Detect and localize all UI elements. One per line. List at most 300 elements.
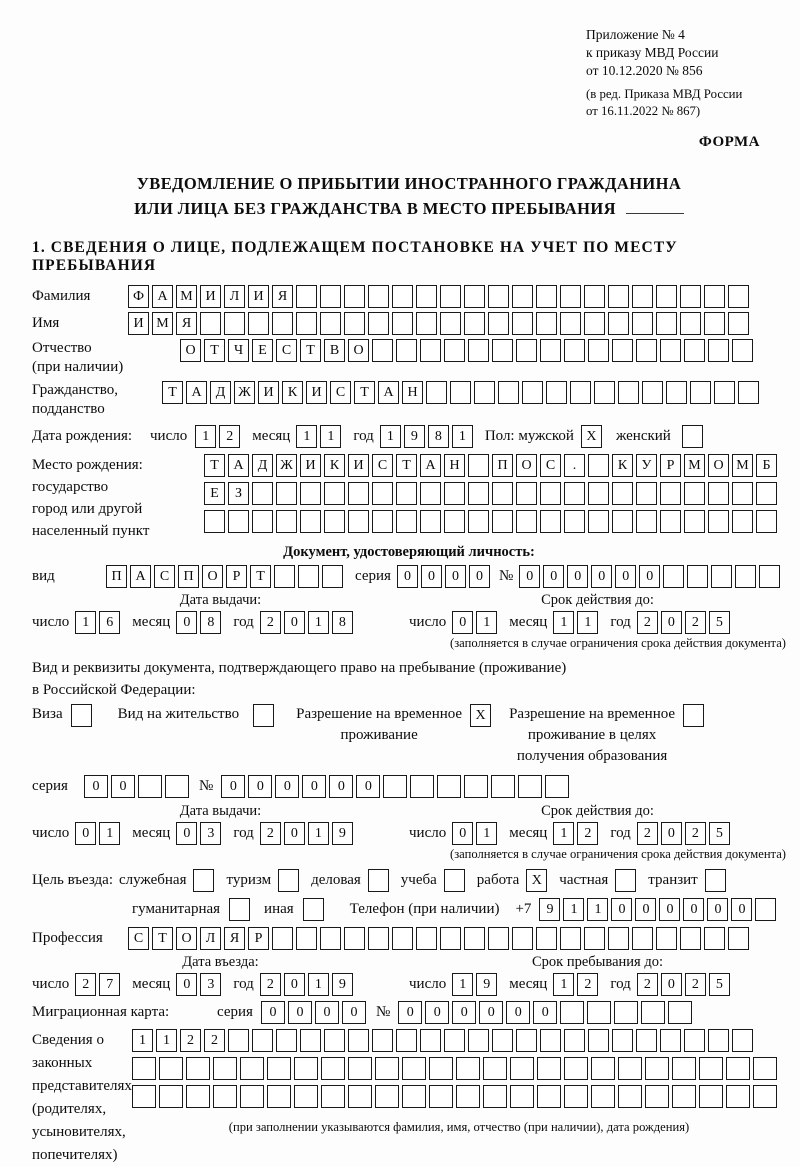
char-cell[interactable] <box>560 312 581 335</box>
char-cell[interactable]: 0 <box>84 775 108 798</box>
char-cell[interactable]: 1 <box>320 425 341 448</box>
char-cell[interactable] <box>540 1029 561 1052</box>
char-cell[interactable] <box>498 381 519 404</box>
char-cell[interactable] <box>276 1029 297 1052</box>
char-cell[interactable] <box>132 1085 156 1108</box>
char-cell[interactable]: П <box>492 454 513 477</box>
char-cell[interactable] <box>396 510 417 533</box>
char-cell[interactable]: 2 <box>219 425 240 448</box>
char-cell[interactable] <box>584 285 605 308</box>
char-cell[interactable] <box>753 1085 777 1108</box>
char-cell[interactable]: 0 <box>533 1001 557 1024</box>
char-cell[interactable] <box>656 312 677 335</box>
char-cell[interactable] <box>464 312 485 335</box>
char-cell[interactable]: 1 <box>587 898 608 921</box>
char-cell[interactable] <box>296 285 317 308</box>
char-cell[interactable]: М <box>732 454 753 477</box>
char-cell[interactable] <box>728 312 749 335</box>
char-cell[interactable] <box>440 927 461 950</box>
char-cell[interactable] <box>608 927 629 950</box>
char-cell[interactable] <box>368 869 389 892</box>
char-cell[interactable] <box>294 1057 318 1080</box>
char-cell[interactable]: 0 <box>519 565 540 588</box>
char-cell[interactable]: 1 <box>380 425 401 448</box>
char-cell[interactable] <box>252 510 273 533</box>
char-cell[interactable] <box>636 482 657 505</box>
char-cell[interactable] <box>420 510 441 533</box>
char-cell[interactable]: X <box>581 425 602 448</box>
char-cell[interactable] <box>348 482 369 505</box>
char-cell[interactable]: А <box>186 381 207 404</box>
char-cell[interactable]: 1 <box>553 973 574 996</box>
char-cell[interactable]: Т <box>300 339 321 362</box>
char-cell[interactable]: 0 <box>248 775 272 798</box>
char-cell[interactable] <box>420 1029 441 1052</box>
char-cell[interactable] <box>368 927 389 950</box>
char-cell[interactable] <box>632 312 653 335</box>
char-cell[interactable] <box>540 482 561 505</box>
char-cell[interactable] <box>450 381 471 404</box>
char-cell[interactable] <box>402 1085 426 1108</box>
char-cell[interactable] <box>512 927 533 950</box>
char-cell[interactable]: 3 <box>200 973 221 996</box>
char-cell[interactable] <box>680 285 701 308</box>
char-cell[interactable] <box>272 312 293 335</box>
char-cell[interactable]: Т <box>396 454 417 477</box>
char-cell[interactable]: 0 <box>506 1001 530 1024</box>
char-cell[interactable]: И <box>300 454 321 477</box>
char-cell[interactable] <box>228 1029 249 1052</box>
char-cell[interactable] <box>483 1057 507 1080</box>
char-cell[interactable]: Б <box>756 454 777 477</box>
char-cell[interactable] <box>464 775 488 798</box>
char-cell[interactable] <box>392 927 413 950</box>
char-cell[interactable]: 2 <box>637 822 658 845</box>
char-cell[interactable]: О <box>202 565 223 588</box>
char-cell[interactable]: 0 <box>707 898 728 921</box>
char-cell[interactable] <box>375 1085 399 1108</box>
char-cell[interactable] <box>303 898 324 921</box>
char-cell[interactable] <box>608 312 629 335</box>
char-cell[interactable]: 1 <box>308 822 329 845</box>
char-cell[interactable]: 0 <box>683 898 704 921</box>
char-cell[interactable] <box>672 1057 696 1080</box>
char-cell[interactable]: О <box>516 454 537 477</box>
char-cell[interactable] <box>213 1085 237 1108</box>
char-cell[interactable] <box>608 285 629 308</box>
char-cell[interactable] <box>518 775 542 798</box>
char-cell[interactable] <box>546 381 567 404</box>
char-cell[interactable] <box>159 1057 183 1080</box>
char-cell[interactable] <box>516 482 537 505</box>
char-cell[interactable] <box>759 565 780 588</box>
char-cell[interactable] <box>372 482 393 505</box>
char-cell[interactable]: Д <box>210 381 231 404</box>
char-cell[interactable]: 5 <box>709 822 730 845</box>
char-cell[interactable] <box>516 339 537 362</box>
char-cell[interactable] <box>468 1029 489 1052</box>
char-cell[interactable] <box>656 927 677 950</box>
char-cell[interactable] <box>612 482 633 505</box>
char-cell[interactable]: 2 <box>577 822 598 845</box>
char-cell[interactable] <box>684 1029 705 1052</box>
char-cell[interactable] <box>71 704 92 727</box>
char-cell[interactable]: 0 <box>469 565 490 588</box>
char-cell[interactable]: Л <box>200 927 221 950</box>
char-cell[interactable]: 0 <box>75 822 96 845</box>
char-cell[interactable] <box>464 927 485 950</box>
char-cell[interactable] <box>540 339 561 362</box>
char-cell[interactable]: Т <box>204 454 225 477</box>
char-cell[interactable] <box>444 482 465 505</box>
char-cell[interactable] <box>468 482 489 505</box>
char-cell[interactable]: 0 <box>479 1001 503 1024</box>
char-cell[interactable] <box>564 1057 588 1080</box>
char-cell[interactable] <box>687 565 708 588</box>
char-cell[interactable]: 0 <box>275 775 299 798</box>
char-cell[interactable] <box>321 1085 345 1108</box>
char-cell[interactable]: 0 <box>452 1001 476 1024</box>
char-cell[interactable]: 1 <box>577 611 598 634</box>
char-cell[interactable] <box>132 1057 156 1080</box>
char-cell[interactable] <box>680 312 701 335</box>
char-cell[interactable] <box>614 1001 638 1024</box>
char-cell[interactable] <box>645 1057 669 1080</box>
char-cell[interactable] <box>320 285 341 308</box>
char-cell[interactable] <box>368 285 389 308</box>
char-cell[interactable]: 1 <box>476 611 497 634</box>
char-cell[interactable] <box>591 1085 615 1108</box>
char-cell[interactable] <box>437 775 461 798</box>
char-cell[interactable]: 9 <box>404 425 425 448</box>
char-cell[interactable]: 0 <box>452 611 473 634</box>
char-cell[interactable]: Л <box>224 285 245 308</box>
char-cell[interactable]: 1 <box>452 425 473 448</box>
char-cell[interactable]: О <box>176 927 197 950</box>
char-cell[interactable] <box>632 285 653 308</box>
char-cell[interactable]: И <box>306 381 327 404</box>
char-cell[interactable]: 9 <box>332 822 353 845</box>
char-cell[interactable] <box>690 381 711 404</box>
char-cell[interactable] <box>193 869 214 892</box>
char-cell[interactable] <box>165 775 189 798</box>
char-cell[interactable] <box>660 510 681 533</box>
char-cell[interactable]: 8 <box>428 425 449 448</box>
char-cell[interactable] <box>213 1057 237 1080</box>
char-cell[interactable]: О <box>180 339 201 362</box>
char-cell[interactable] <box>510 1085 534 1108</box>
char-cell[interactable] <box>416 927 437 950</box>
char-cell[interactable]: 9 <box>332 973 353 996</box>
char-cell[interactable] <box>587 1001 611 1024</box>
char-cell[interactable] <box>300 1029 321 1052</box>
char-cell[interactable] <box>224 312 245 335</box>
char-cell[interactable]: 1 <box>553 822 574 845</box>
char-cell[interactable] <box>560 927 581 950</box>
char-cell[interactable] <box>372 1029 393 1052</box>
char-cell[interactable] <box>618 1057 642 1080</box>
char-cell[interactable] <box>564 339 585 362</box>
char-cell[interactable] <box>564 1085 588 1108</box>
char-cell[interactable] <box>753 1057 777 1080</box>
char-cell[interactable]: 0 <box>302 775 326 798</box>
char-cell[interactable] <box>656 285 677 308</box>
char-cell[interactable] <box>348 1057 372 1080</box>
char-cell[interactable]: 1 <box>452 973 473 996</box>
char-cell[interactable]: 5 <box>709 611 730 634</box>
char-cell[interactable] <box>492 1029 513 1052</box>
char-cell[interactable]: 0 <box>397 565 418 588</box>
char-cell[interactable] <box>564 1029 585 1052</box>
char-cell[interactable]: 0 <box>635 898 656 921</box>
char-cell[interactable] <box>344 285 365 308</box>
char-cell[interactable] <box>322 565 343 588</box>
char-cell[interactable] <box>632 927 653 950</box>
char-cell[interactable] <box>510 1057 534 1080</box>
char-cell[interactable]: О <box>708 454 729 477</box>
char-cell[interactable]: 2 <box>637 611 658 634</box>
char-cell[interactable]: К <box>324 454 345 477</box>
char-cell[interactable]: С <box>330 381 351 404</box>
char-cell[interactable]: К <box>612 454 633 477</box>
char-cell[interactable]: М <box>684 454 705 477</box>
char-cell[interactable] <box>711 565 732 588</box>
char-cell[interactable] <box>645 1085 669 1108</box>
char-cell[interactable]: 2 <box>204 1029 225 1052</box>
char-cell[interactable]: 2 <box>685 973 706 996</box>
char-cell[interactable] <box>410 775 434 798</box>
char-cell[interactable] <box>682 425 703 448</box>
char-cell[interactable] <box>348 1085 372 1108</box>
char-cell[interactable]: 8 <box>332 611 353 634</box>
char-cell[interactable] <box>704 312 725 335</box>
char-cell[interactable]: М <box>176 285 197 308</box>
char-cell[interactable] <box>564 482 585 505</box>
char-cell[interactable]: 0 <box>445 565 466 588</box>
char-cell[interactable]: С <box>128 927 149 950</box>
char-cell[interactable] <box>300 482 321 505</box>
char-cell[interactable] <box>186 1057 210 1080</box>
char-cell[interactable]: 6 <box>99 611 120 634</box>
char-cell[interactable] <box>594 381 615 404</box>
char-cell[interactable]: С <box>276 339 297 362</box>
char-cell[interactable] <box>684 339 705 362</box>
char-cell[interactable] <box>320 312 341 335</box>
char-cell[interactable] <box>684 482 705 505</box>
char-cell[interactable]: П <box>106 565 127 588</box>
char-cell[interactable] <box>560 285 581 308</box>
char-cell[interactable] <box>474 381 495 404</box>
char-cell[interactable]: 0 <box>284 611 305 634</box>
char-cell[interactable] <box>444 869 465 892</box>
char-cell[interactable]: Т <box>250 565 271 588</box>
char-cell[interactable]: 1 <box>195 425 216 448</box>
char-cell[interactable] <box>321 1057 345 1080</box>
char-cell[interactable]: 1 <box>296 425 317 448</box>
char-cell[interactable] <box>636 510 657 533</box>
char-cell[interactable] <box>468 510 489 533</box>
char-cell[interactable] <box>444 510 465 533</box>
char-cell[interactable]: 2 <box>260 822 281 845</box>
char-cell[interactable] <box>375 1057 399 1080</box>
char-cell[interactable] <box>444 1029 465 1052</box>
char-cell[interactable] <box>699 1057 723 1080</box>
char-cell[interactable]: И <box>248 285 269 308</box>
char-cell[interactable] <box>570 381 591 404</box>
char-cell[interactable]: 1 <box>156 1029 177 1052</box>
char-cell[interactable]: Ж <box>276 454 297 477</box>
char-cell[interactable]: К <box>282 381 303 404</box>
char-cell[interactable] <box>372 339 393 362</box>
char-cell[interactable] <box>684 510 705 533</box>
char-cell[interactable] <box>536 285 557 308</box>
char-cell[interactable] <box>591 1057 615 1080</box>
char-cell[interactable]: 0 <box>731 898 752 921</box>
char-cell[interactable] <box>464 285 485 308</box>
char-cell[interactable]: 0 <box>543 565 564 588</box>
char-cell[interactable] <box>588 454 609 477</box>
char-cell[interactable]: А <box>228 454 249 477</box>
char-cell[interactable]: X <box>526 869 547 892</box>
char-cell[interactable] <box>228 510 249 533</box>
char-cell[interactable]: 0 <box>639 565 660 588</box>
char-cell[interactable]: 1 <box>132 1029 153 1052</box>
char-cell[interactable] <box>138 775 162 798</box>
char-cell[interactable] <box>683 704 704 727</box>
char-cell[interactable]: 2 <box>637 973 658 996</box>
char-cell[interactable]: 9 <box>539 898 560 921</box>
char-cell[interactable]: Д <box>252 454 273 477</box>
char-cell[interactable] <box>522 381 543 404</box>
char-cell[interactable]: Н <box>444 454 465 477</box>
char-cell[interactable] <box>296 927 317 950</box>
char-cell[interactable] <box>444 339 465 362</box>
char-cell[interactable]: 5 <box>709 973 730 996</box>
char-cell[interactable] <box>396 339 417 362</box>
char-cell[interactable] <box>588 1029 609 1052</box>
char-cell[interactable] <box>618 1085 642 1108</box>
char-cell[interactable] <box>732 482 753 505</box>
char-cell[interactable] <box>704 927 725 950</box>
char-cell[interactable]: 0 <box>329 775 353 798</box>
char-cell[interactable]: 2 <box>260 611 281 634</box>
char-cell[interactable]: 0 <box>111 775 135 798</box>
char-cell[interactable] <box>159 1085 183 1108</box>
char-cell[interactable]: Я <box>272 285 293 308</box>
char-cell[interactable] <box>705 869 726 892</box>
char-cell[interactable]: С <box>154 565 175 588</box>
char-cell[interactable]: А <box>378 381 399 404</box>
char-cell[interactable] <box>396 1029 417 1052</box>
char-cell[interactable] <box>545 775 569 798</box>
char-cell[interactable] <box>416 312 437 335</box>
char-cell[interactable]: 1 <box>308 973 329 996</box>
char-cell[interactable] <box>229 898 250 921</box>
char-cell[interactable] <box>516 1029 537 1052</box>
char-cell[interactable]: 0 <box>567 565 588 588</box>
char-cell[interactable] <box>536 312 557 335</box>
char-cell[interactable] <box>612 510 633 533</box>
char-cell[interactable]: 0 <box>615 565 636 588</box>
char-cell[interactable]: И <box>128 312 149 335</box>
char-cell[interactable]: Я <box>176 312 197 335</box>
char-cell[interactable] <box>276 510 297 533</box>
char-cell[interactable] <box>252 1029 273 1052</box>
char-cell[interactable]: М <box>152 312 173 335</box>
char-cell[interactable]: Т <box>162 381 183 404</box>
char-cell[interactable]: 0 <box>398 1001 422 1024</box>
char-cell[interactable]: А <box>420 454 441 477</box>
char-cell[interactable] <box>512 312 533 335</box>
char-cell[interactable] <box>204 510 225 533</box>
char-cell[interactable] <box>512 285 533 308</box>
char-cell[interactable] <box>714 381 735 404</box>
char-cell[interactable] <box>429 1057 453 1080</box>
char-cell[interactable] <box>732 510 753 533</box>
char-cell[interactable] <box>612 339 633 362</box>
char-cell[interactable] <box>564 510 585 533</box>
char-cell[interactable]: 0 <box>176 973 197 996</box>
char-cell[interactable] <box>732 339 753 362</box>
char-cell[interactable] <box>537 1057 561 1080</box>
char-cell[interactable]: 2 <box>75 973 96 996</box>
char-cell[interactable]: 0 <box>315 1001 339 1024</box>
char-cell[interactable]: 0 <box>284 973 305 996</box>
char-cell[interactable] <box>699 1085 723 1108</box>
char-cell[interactable]: 2 <box>180 1029 201 1052</box>
char-cell[interactable] <box>348 1029 369 1052</box>
char-cell[interactable]: С <box>372 454 393 477</box>
char-cell[interactable]: 1 <box>563 898 584 921</box>
char-cell[interactable]: 7 <box>99 973 120 996</box>
char-cell[interactable]: 0 <box>661 822 682 845</box>
char-cell[interactable]: 0 <box>261 1001 285 1024</box>
char-cell[interactable] <box>274 565 295 588</box>
char-cell[interactable] <box>666 381 687 404</box>
char-cell[interactable] <box>240 1057 264 1080</box>
char-cell[interactable]: П <box>178 565 199 588</box>
char-cell[interactable]: И <box>258 381 279 404</box>
char-cell[interactable]: А <box>152 285 173 308</box>
char-cell[interactable]: Я <box>224 927 245 950</box>
char-cell[interactable]: Ф <box>128 285 149 308</box>
char-cell[interactable]: Е <box>204 482 225 505</box>
char-cell[interactable] <box>240 1085 264 1108</box>
char-cell[interactable] <box>267 1085 291 1108</box>
char-cell[interactable] <box>612 1029 633 1052</box>
char-cell[interactable] <box>708 1029 729 1052</box>
char-cell[interactable] <box>680 927 701 950</box>
char-cell[interactable]: 1 <box>308 611 329 634</box>
char-cell[interactable] <box>491 775 515 798</box>
char-cell[interactable] <box>756 482 777 505</box>
char-cell[interactable] <box>344 312 365 335</box>
char-cell[interactable] <box>492 482 513 505</box>
char-cell[interactable] <box>402 1057 426 1080</box>
char-cell[interactable] <box>416 285 437 308</box>
char-cell[interactable] <box>584 312 605 335</box>
char-cell[interactable] <box>278 869 299 892</box>
char-cell[interactable] <box>618 381 639 404</box>
char-cell[interactable] <box>488 312 509 335</box>
char-cell[interactable] <box>704 285 725 308</box>
char-cell[interactable]: В <box>324 339 345 362</box>
char-cell[interactable]: Т <box>354 381 375 404</box>
char-cell[interactable] <box>588 339 609 362</box>
char-cell[interactable] <box>392 312 413 335</box>
char-cell[interactable] <box>728 927 749 950</box>
char-cell[interactable]: Т <box>204 339 225 362</box>
